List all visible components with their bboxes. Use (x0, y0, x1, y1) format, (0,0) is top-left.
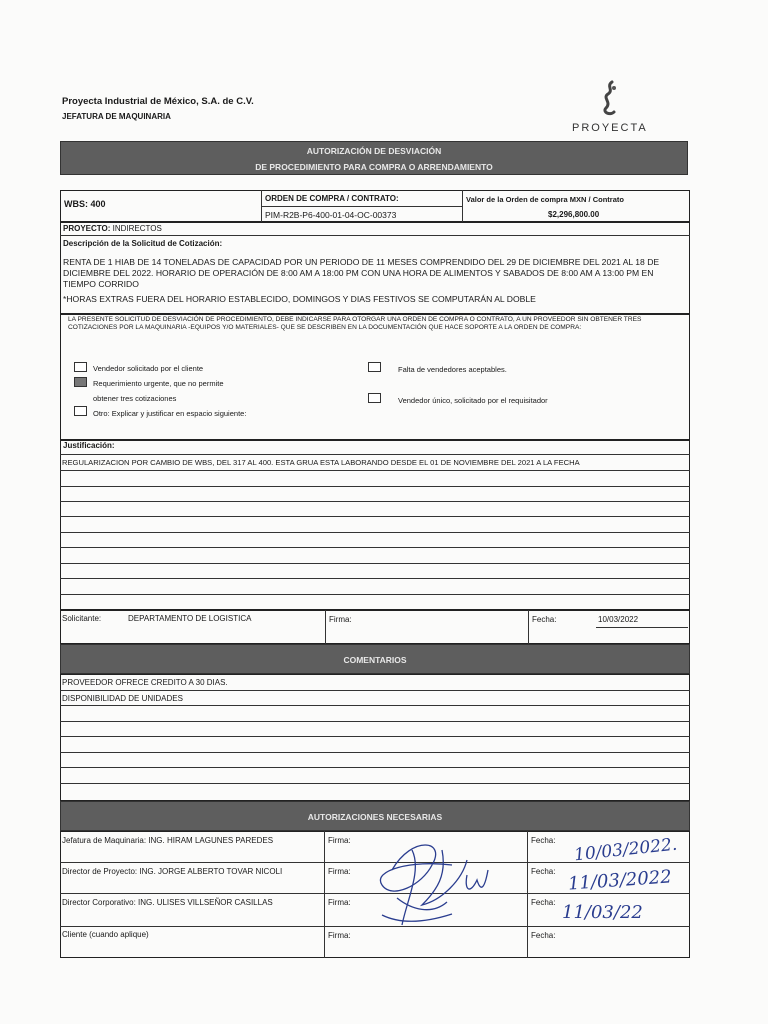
approval-date-label-cliente: Fecha: (531, 931, 556, 940)
justification-text: REGULARIZACION POR CAMBIO DE WBS, DEL 317 AL 400. ESTA GRUA ESTA LABORANDO DESDE EL 01 DE NOVIEMBRE DEL 2021 A LA FECHA (62, 458, 580, 467)
reason-lack-checkbox[interactable] (368, 362, 381, 372)
justification-label: Justificación: (63, 441, 115, 450)
reason-other-checkbox[interactable] (74, 406, 87, 416)
approval-date-label-corporativo: Fecha: (531, 898, 556, 907)
approval-date-maquinaria: 10/03/2022. (573, 834, 679, 866)
wbs-field: WBS: 400 (64, 199, 106, 209)
department-name: JEFATURA DE MAQUINARIA (62, 112, 171, 121)
company-name: Proyecta Industrial de México, S.A. de C.V. (62, 96, 254, 107)
project-label: PROYECTO: (63, 224, 111, 233)
approval-role-maquinaria: Jefatura de Maquinaria: ING. HIRAM LAGUNES PAREDES (62, 836, 274, 845)
approval-sign-label-proyecto: Firma: (328, 867, 351, 876)
comment-line-2: DISPONIBILIDAD DE UNIDADES (62, 694, 183, 703)
reason-client-checkbox[interactable] (74, 362, 87, 372)
description-text: RENTA DE 1 HIAB DE 14 TONELADAS DE CAPACIDAD POR UN PERIODO DE 11 MESES COMPRENDIDO DEL 29 DE DICIEMBRE DEL 2021 AL 18 DE DICIEMBRE DEL 2022. HORARIO DE OPERACIÓN DE 8:00 AM A 18:00 PM CON UNA HORA DE ALIMENTOS Y SABADOS DE 8:00 AM A 13:00 PM EN TIEMPO CORRIDO (63, 257, 660, 289)
logo-text: PROYECTA (572, 122, 648, 134)
reason-urgent-label-2: obtener tres cotizaciones (93, 394, 177, 403)
comments-title: COMENTARIOS (343, 655, 407, 665)
approval-sign-label-corporativo: Firma: (328, 898, 351, 907)
approval-date-label-maquinaria: Fecha: (531, 836, 556, 845)
form-title-line-2: DE PROCEDIMIENTO PARA COMPRA O ARRENDAMIENTO (255, 162, 493, 172)
reason-unique-label: Vendedor único, solicitado por el requisitador (398, 396, 548, 405)
order-number: PIM-R2B-P6-400-01-04-OC-00373 (265, 210, 397, 220)
requester-date-label: Fecha: (532, 615, 557, 624)
project-value: INDIRECTOS (112, 224, 162, 233)
approval-role-proyecto: Director de Proyecto: ING. JORGE ALBERTO TOVAR NICOLI (62, 867, 283, 876)
reasons-box (60, 314, 690, 440)
form-title-line-1: AUTORIZACIÓN DE DESVIACIÓN (306, 146, 442, 156)
approval-sign-label-maquinaria: Firma: (328, 836, 351, 845)
reason-other-label: Otro: Explicar y justificar en espacio siguiente: (93, 409, 247, 418)
reason-urgent-checkbox[interactable] (74, 377, 87, 387)
order-value-label: Valor de la Orden de compra MXN / Contrato (466, 195, 624, 204)
requester-date-value: 10/03/2022 (598, 615, 639, 624)
requester-sign-label: Firma: (329, 615, 352, 624)
approvals-title: AUTORIZACIONES NECESARIAS (307, 812, 443, 822)
form-title-band (60, 141, 688, 175)
requester-label: Solicitante: (62, 614, 102, 623)
approval-role-cliente: Cliente (cuando aplique) (62, 930, 149, 939)
approval-sign-label-cliente: Firma: (328, 931, 351, 940)
approval-role-corporativo: Director Corporativo: ING. ULISES VILLSEÑOR CASILLAS (62, 898, 273, 907)
project-field (63, 224, 162, 233)
requester-value: DEPARTAMENTO DE LOGISTICA (128, 614, 252, 623)
description-note: *HORAS EXTRAS FUERA DEL HORARIO ESTABLECIDO, DOMINGOS Y DIAS FESTIVOS SE COMPUTARÁN AL DOBLE (63, 294, 536, 304)
reason-lack-label: Falta de vendedores aceptables. (398, 365, 507, 374)
description-label: Descripción de la Solicitud de Cotización: (63, 239, 223, 248)
reasons-intro: LA PRESENTE SOLICITUD DE DESVIACIÓN DE PROCEDIMIENTO, DEBE INDICARSE PARA OTORGAR UNA ORDEN DE COMPRA O CONTRATO, A UN PROVEEDOR SIN OBTENER TRES COTIZACIONES POR LA MAQUINARIA -EQUIPOS Y/O MATERIALES- QUE SE DESCRIBEN EN LA DOCUMENTACIÓN QUE HACE SOPORTE A LA ORDEN DE COMPRA: (68, 316, 642, 331)
approval-date-corporativo: 11/03/22 (562, 902, 643, 923)
signature-scribble (352, 830, 522, 930)
comment-line-1: PROVEEDOR OFRECE CREDITO A 30 DIAS. (62, 678, 228, 687)
approval-date-label-proyecto: Fecha: (531, 867, 556, 876)
approvals-band (60, 801, 690, 831)
order-value-amount: $2,296,800.00 (548, 210, 600, 219)
order-label: ORDEN DE COMPRA / CONTRATO: (265, 194, 399, 203)
reason-unique-checkbox[interactable] (368, 393, 381, 403)
reason-urgent-label-1: Requerimiento urgente, que no permite (93, 379, 224, 388)
comments-band (60, 644, 690, 674)
approval-date-proyecto: 11/03/2022 (567, 866, 673, 895)
reason-client-label: Vendedor solicitado por el cliente (93, 364, 204, 373)
